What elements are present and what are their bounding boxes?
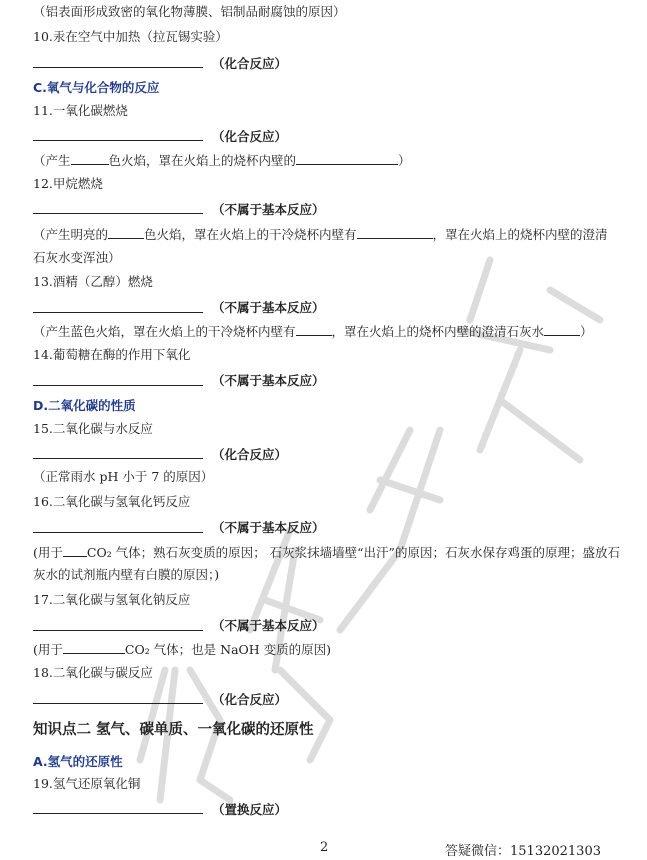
note-17-text-b: CO₂ 气体；也是 NaOH 变质的原因) bbox=[124, 642, 332, 657]
reaction-type-12: （不属于基本反应） bbox=[212, 202, 325, 217]
note-12-text-b: 色火焰，罩在火焰上的干冷烧杯内壁有 bbox=[144, 227, 357, 242]
note-11-text-a: （产生 bbox=[33, 153, 71, 168]
question-17: 17.二氧化碳与氢氧化钠反应 bbox=[33, 592, 191, 607]
note-13-text-b: ，罩在火焰上的烧杯内壁的澄清石灰水 bbox=[331, 324, 545, 339]
fill-blank[interactable] bbox=[63, 640, 125, 654]
answer-line-13[interactable] bbox=[33, 312, 203, 313]
answer-line-17[interactable] bbox=[33, 630, 203, 631]
note-11-text-b: 色火焰，罩在火焰上的烧杯内壁的 bbox=[108, 153, 297, 168]
fill-blank[interactable] bbox=[71, 151, 109, 165]
question-19: 19.氢气还原氧化铜 bbox=[33, 776, 141, 791]
question-18: 18.二氧化碳与碳反应 bbox=[33, 665, 153, 680]
fill-blank[interactable] bbox=[544, 322, 580, 336]
note-11-text-c: ） bbox=[398, 153, 411, 168]
answer-line-18[interactable] bbox=[33, 703, 203, 704]
question-14: 14.葡萄糖在酶的作用下氧化 bbox=[33, 347, 191, 362]
reaction-type-11: （化合反应） bbox=[212, 129, 288, 144]
note-12-cont: 石灰水变浑浊） bbox=[33, 250, 121, 265]
answer-line-15[interactable] bbox=[33, 458, 203, 459]
note-13-text-c: ） bbox=[580, 324, 593, 339]
note-12-text-c: ，罩在火焰上的烧杯内壁的澄清 bbox=[432, 227, 608, 242]
question-15: 15.二氧化碳与水反应 bbox=[33, 421, 153, 436]
reaction-type-15: （化合反应） bbox=[212, 447, 288, 462]
note-16-text-a: (用于 bbox=[33, 545, 63, 560]
note-13 bbox=[33, 322, 593, 340]
reaction-type-17: （不属于基本反应） bbox=[212, 618, 325, 633]
note-17-text-a: (用于 bbox=[33, 642, 63, 657]
answer-line-12[interactable] bbox=[33, 213, 203, 214]
fill-blank[interactable] bbox=[108, 225, 144, 239]
note-12-text-a: （产生明亮的 bbox=[33, 227, 109, 242]
note-15: （正常雨水 pH 小于 7 的原因） bbox=[33, 469, 214, 484]
question-11: 11.一氧化碳燃烧 bbox=[33, 103, 128, 118]
question-10: 10.汞在空气中加热（拉瓦锡实验） bbox=[33, 29, 228, 44]
reaction-type-10: （化合反应） bbox=[212, 56, 288, 71]
note-16 bbox=[33, 543, 620, 561]
note-11 bbox=[33, 151, 411, 169]
reaction-type-13: （不属于基本反应） bbox=[212, 300, 325, 315]
answer-line-11[interactable] bbox=[33, 140, 203, 141]
fill-blank[interactable] bbox=[296, 322, 332, 336]
question-13: 13.酒精（乙醇）燃烧 bbox=[33, 274, 153, 289]
reaction-type-16: （不属于基本反应） bbox=[212, 520, 325, 535]
question-12: 12.甲烷燃烧 bbox=[33, 176, 103, 191]
answer-line-14[interactable] bbox=[33, 385, 203, 386]
section-a-title: A.氢气的还原性 bbox=[33, 754, 123, 769]
reaction-type-18: （化合反应） bbox=[212, 692, 288, 707]
note-17 bbox=[33, 640, 331, 658]
answer-line-19[interactable] bbox=[33, 813, 203, 814]
answer-line-16[interactable] bbox=[33, 532, 203, 533]
section-d-title: D.二氧化碳的性质 bbox=[33, 398, 136, 413]
fill-blank[interactable] bbox=[357, 225, 433, 239]
footer-contact: 答疑微信：15132021303 bbox=[445, 844, 601, 859]
note-13-text-a: （产生蓝色火焰，罩在火焰上的干冷烧杯内壁有 bbox=[33, 324, 296, 339]
note-16-cont: 灰水的试剂瓶内壁有白膜的原因；) bbox=[33, 567, 220, 582]
reaction-type-19: （置换反应） bbox=[212, 802, 288, 817]
reaction-type-14: （不属于基本反应） bbox=[212, 373, 325, 388]
note-12 bbox=[33, 225, 608, 243]
fill-blank[interactable] bbox=[296, 151, 398, 165]
note-aluminum: （铝表面形成致密的氧化物薄膜、铝制品耐腐蚀的原因） bbox=[33, 4, 346, 19]
fill-blank[interactable] bbox=[63, 543, 87, 557]
answer-line-10[interactable] bbox=[33, 67, 203, 68]
note-16-text-b: CO₂ 气体；熟石灰变质的原因； 石灰浆抹墙墙壁“出汗”的原因；石灰水保存鸡蛋的原理；盛放石 bbox=[86, 545, 620, 560]
section-c-title: C.氧气与化合物的反应 bbox=[33, 80, 160, 95]
page-number: 2 bbox=[320, 840, 329, 855]
question-16: 16.二氧化碳与氢氧化钙反应 bbox=[33, 494, 191, 509]
knowledge-point-2-heading: 知识点二 氢气、碳单质、一氧化碳的还原性 bbox=[33, 722, 314, 738]
